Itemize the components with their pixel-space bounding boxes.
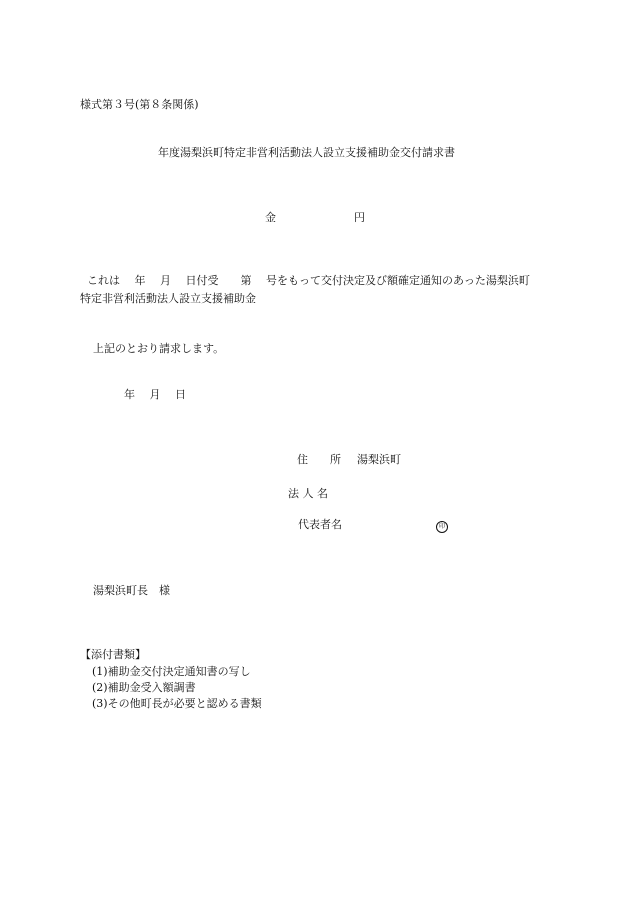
attachments-heading: 【添付書類】 (80, 648, 146, 661)
representative-label: 代表者名 (298, 518, 342, 531)
amount-suffix: 円 (354, 211, 365, 224)
seal-icon: 印 (436, 521, 448, 533)
body-line-2: 特定非営利活動法人設立支援補助金 (80, 292, 256, 305)
form-number: 様式第３号(第８条関係) (80, 98, 199, 111)
attachment-item: (3)その他町長が必要と認める書類 (92, 697, 262, 710)
address-value: 湯梨浜町 (357, 453, 401, 466)
attachment-item: (2)補助金受入額調書 (92, 681, 196, 694)
addressee: 湯梨浜町長 様 (93, 584, 170, 597)
corp-name-label: 法 人 名 (288, 487, 328, 500)
body-line-1: これは 年 月 日付受 第 号をもって交付決定及び額確定通知のあった湯梨浜町 (87, 274, 530, 287)
document-title: 年度湯梨浜町特定非営利活動法人設立支援補助金交付請求書 (158, 146, 455, 159)
date-line: 年 月 日 (124, 388, 186, 401)
amount-prefix: 金 (265, 211, 276, 224)
request-statement: 上記のとおり請求します。 (93, 342, 225, 355)
attachment-item: (1)補助金交付決定通知書の写し (92, 665, 251, 678)
seal-mark (436, 518, 448, 533)
address-label: 住 所 (297, 453, 341, 466)
